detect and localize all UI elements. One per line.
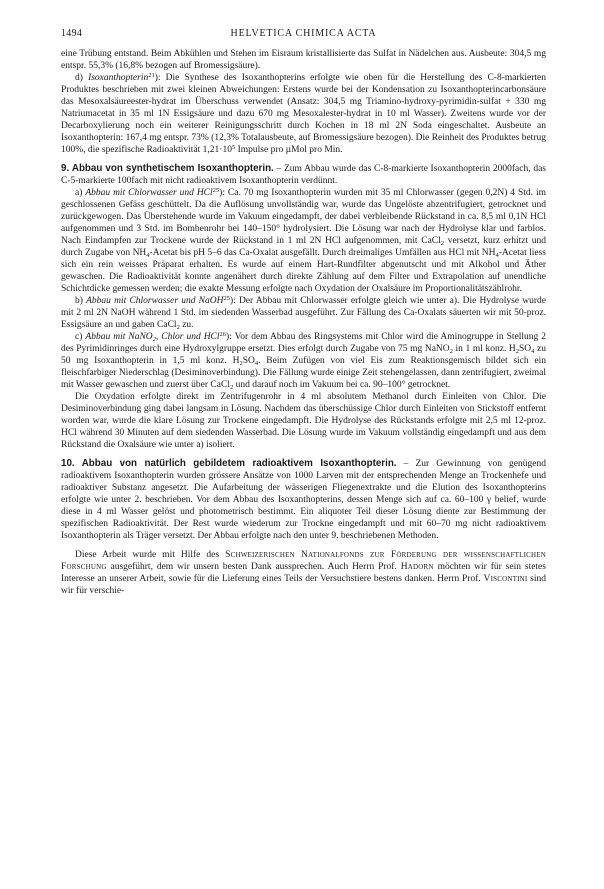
article-body xyxy=(61,48,546,597)
footnote-ref: 25 xyxy=(212,187,220,194)
section-10-heading: 10. Abbau von natürlich gebildetem radioaktivem Isoxanthopterin. xyxy=(61,458,397,469)
paragraph-chlorwasser-hcl: a) Abbau mit Chlorwasser und HCl$^{25}$): Ca. 70 mg Isoxanthopterin wurden mit 35 ml Chlorwasser (gegen 0,2N) 4 Std. im geschlossenen Gefäss geschüttelt. Da die Auflösung unvollständig war, wurde das Ungelöste abzentrifugiert, getrocknet und zurückgewogen. Das Überstehende wurde im Vakuum eingedampft, der dabei verbleibende Rückstand in ca. 8,5 ml 0,1N HCl aufgenommen und 3 Std. im Bombenrohr bei 140–150° hydrolysiert. Die Lösung war nach der Hydrolyse klar und farblos. Nach Eindampfen zur Trockene wurde der Rückstand in 1 ml 2N HCl aufgenommen, mit CaCl$_2$ versetzt, kurz erhitzt und durch Zugabe von $NH_4$-Acetat bis pH 5–6 das Ca-Oxalat ausgefällt. Durch dreimaliges Umfällen aus HCl mit $NH_4$-Acetat liess sich ein rein weisses Präparat erhalten. Es wurde auf einem Hart-Rundfilter abgenutscht und mit Alkohol und Äther gewaschen. Die Radioaktivität konnte angenähert durch direkte Zählung auf dem Filter und Extrapolation auf unendliche Schichtdicke gemessen werden; die exakte Messung erfolgte nach Oxydation der Oxalsäure im Proportionalitätszählrohr. xyxy=(61,187,546,294)
paragraph-chlorwasser-naoh: b) Abbau mit Chlorwasser und NaOH$^{25}$): Der Abbau mit Chlorwasser erfolgte gleich wie unter a). Die Hydrolyse wurde mit 2 ml 2N NaOH während 1 Std. im siedenden Wasserbad ausgeführt. Zur Fällung des Ca-Oxalats säuerten wir mit 50-proz. Essigsäure an und gaben CaCl$_2$ zu. xyxy=(61,295,546,331)
person-name: Viscontini xyxy=(483,574,528,584)
subsection-title: Abbau mit Chlorwasser und NaOH xyxy=(86,296,224,306)
paragraph-sulfate-yield: eine Trübung entstand. Beim Abkühlen und Stehen im Eisraum kristallisierte das Sulfat in Nädelchen aus. Ausbeute: 304,5 mg entspr. 55,3% (16,8% bezogen auf Bromessigsäure). xyxy=(61,49,546,71)
exponent: 5 xyxy=(231,144,236,151)
subsection-title: Abbau mit Chlorwasser und HCl xyxy=(85,188,213,198)
journal-title: HELVETICA CHIMICA ACTA xyxy=(230,28,377,39)
paragraph-nano2-chlor-hcl: c) Abbau mit NaNO$_2$, Chlor und HCl$^{26}$): Vor dem Abbau des Ringsystems mit Chlor wird die Aminogruppe in Stellung 2 des Pyrimidinringes durch eine Hydroxylgruppe ersetzt. Dies erfolgt durch Zugabe von 75 mg NaNO$_2$ in 1 ml konz. $H_2SO_4$ zu 50 mg Isoxanthopterin in 1,5 ml konz. $H_2SO_4$. Beim Zufügen von viel Eis zum Reaktionsgemisch bildet sich ein fleischfarbiger Niederschlag (Desiminoverbindung). Die Fällung wurde einige Zeit stehengelassen, dann zentrifugiert, zweimal mit Wasser gewaschen und zuerst über CaCl$_2$ und darauf noch im Vakuum bei ca. 90–100° getrocknet. xyxy=(61,331,546,391)
acknowledgements: Diese Arbeit wurde mit Hilfe des Schweizerischen Nationalfonds zur Förderung der wissenschaftlichen Forschung ausgeführt, dem wir unsern besten Dank aussprechen. Auch Herrn Prof. Hadorn möchten wir für sein stetes Interesse an unserer Arbeit, sowie für die Lieferung eines Teils der Versuchstiere bestens danken. Herrn Prof. Viscontini sind wir für verschie- xyxy=(61,550,547,596)
subsection-title: Isoxanthopterin xyxy=(88,73,149,83)
paragraph-oxidation: Die Oxydation erfolgte direkt im Zentrifugenrohr in 4 ml absolutem Methanol durch Einleiten von Chlor. Die Desiminoverbindung ging dabei langsam in Lösung. Nachdem das überschüssige Chlor durch Einleiten von Stickstoff entfernt worden war, wurde die klare Lösung zur Trockene eingedampft. Die Hydrolyse des Rückstands erfolgte mit 2,5 ml 12-proz. HCl während 30 Minuten auf dem siedenden Wasserbad. Die Lösung wurde im Vakuum vollständig eingedampft und aus dem Rückstand die Oxalsäure wie unter a) isoliert. xyxy=(61,392,546,450)
paragraph-isoxanthopterin-synthesis: d) Isoxanthopterin$^{21}$): Die Synthese des Isoxanthopterins erfolgte wie oben für die Herstellung des C-8-markierten Produktes beschrieben mit zwei kleinen Abweichungen: Erstens wurde bei der Kondensation zu Isoxanthopterincarbonsäure das Mesoxalsäureester-hydrat im Überschuss verwendet (Ansatz: 304,5 mg Triamino-hydroxy-pyrimidin-sulfat + 330 mg Natriumacetat in 35 ml 1N Essigsäure und dazu 670 mg Mesoxalester-hydrat in 10 ml Wasser). Zweitens wurde vor der Decarboxylierung noch ein weiterer Reinigungsschritt durch Kochen in 18 ml 2N Soda eingeschaltet. Ausbeute an Isoxanthopterin: 167,4 mg entspr. 73% (12,3% Totalausbeute, auf Bromessigsäure bezogen). Die Reinheit des Produktes betrug 100%, die spezifische Radioaktivität $1,21\cdot 10^5$ Impulse pro µMol pro Min. xyxy=(61,72,547,155)
section-9-heading: 9. Abbau von synthetischem Isoxanthopterin. xyxy=(61,163,274,174)
footnote-ref: 26 xyxy=(219,331,227,338)
footnote-ref: 21 xyxy=(148,72,155,79)
person-name: Hadorn xyxy=(400,562,434,572)
subsection-title: Abbau mit NaNO$_2$, Chlor und HCl xyxy=(85,332,220,343)
section-10-intro: 10. Abbau von natürlich gebildetem radioaktivem Isoxanthopterin. – Zur Gewinnung von genügend radioaktivem Isoxanthopterin wurden grössere Ansätze von 1000 Larven mit der entsprechenden Menge an Trockenhefe und radioaktiver Substanz angesetzt. Die Aufarbeitung der wässerigen Fliegenextrakte und die Elution des Isoxanthopterins erfolgte wie unter 2. beschrieben. Vor dem Abbau des Isoxanthopterins, dessen Menge sich auf ca. 60–100 γ belief, wurde diese in 4 ml Wasser gelöst und photometrisch bestimmt. Ein aliquoter Teil dieser Lösung diente zur Bestimmung der spezifischen Radioaktivität. Der Rest wurde wiederum zur Trockne eingedampft und mit 60–70 mg nicht radioaktivem Isoxanthopterin als Träger versetzt. Der Abbau erfolgte nach den unter 9. beschriebenen Methoden. xyxy=(61,458,546,541)
section-9-intro: 9. Abbau von synthetischem Isoxanthopterin. – Zum Abbau wurde das C-8-markierte Isoxanthopterin 2000fach, das C-5-markierte 100fach mit nicht radioaktivem Isoxanthopterin verdünnt. xyxy=(61,163,546,186)
running-header xyxy=(61,28,546,42)
footnote-ref: 25 xyxy=(223,295,230,302)
funding-agency: Schweizerischen Nationalfonds zur Förderung der wissenschaftlichen Forschung xyxy=(61,550,547,572)
page-number: 1494 xyxy=(61,28,83,39)
